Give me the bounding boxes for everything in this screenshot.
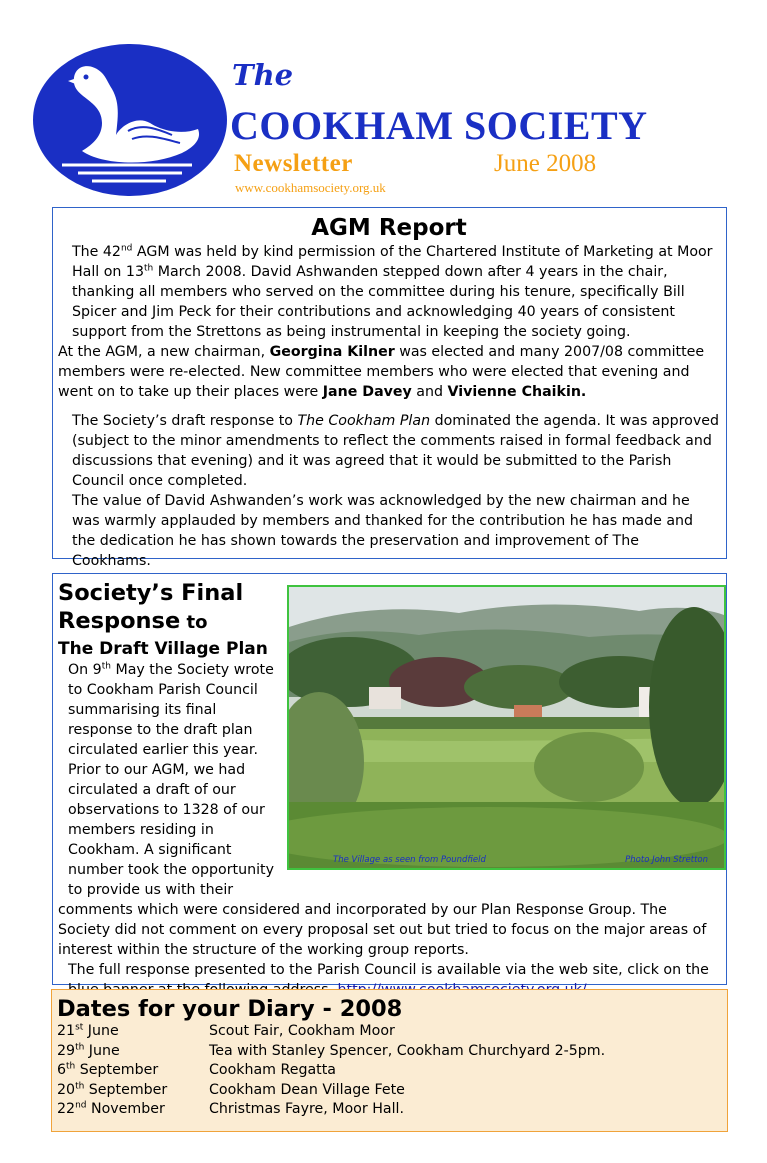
agm-paragraph-2: At the AGM, a new chairman, Georgina Kilner was elected and many 2007/08 committee members were re-elected. New committee members who were elected that evening and went on to take up their places were Jane Davey and Vivienne Chaikin. bbox=[58, 344, 705, 400]
diary-heading: Dates for your Diary - 2008 bbox=[57, 996, 403, 1022]
agm-paragraph-3: The Society’s draft response to The Cookham Plan dominated the agenda. It was approved (subject to the minor amendments to reflect the comments raised in formal feedback and discussions that evening) and it was agreed that it would be submitted to the Parish Council once completed. bbox=[72, 413, 719, 489]
agm-paragraph-1: The 42nd AGM was held by kind permission of the Chartered Institute of Marketing at Moor Hall on 13th March 2008. David Ashwanden stepped down after 4 years in the chair, thanking all members who served on the committee during his tenure, specifically Bill Spicer and Jim Peck for their contributions and acknowledging 40 years of consistent support from the Strettons as being instrumental in keeping the society going. bbox=[72, 243, 713, 340]
issue-date: June 2008 bbox=[494, 150, 597, 177]
diary-row bbox=[57, 1081, 721, 1101]
diary-date: 22nd November bbox=[57, 1100, 165, 1117]
village-photo bbox=[287, 585, 726, 870]
final-paragraph-continued: comments which were considered and incorporated by our Plan Response Group. The Society did not comment on every proposal set out but tried to focus on the major areas of interest within the structure of the working group reports. bbox=[58, 902, 707, 958]
agm-report-box bbox=[52, 207, 727, 569]
masthead-url: www.cookhamsociety.org.uk bbox=[235, 180, 386, 195]
photo-credit: Photo John Stretton bbox=[625, 855, 708, 865]
photo-caption: The Village as seen from Poundfield bbox=[333, 855, 486, 865]
final-heading-2: Response to bbox=[58, 608, 208, 634]
agm-paragraph-4: The value of David Ashwanden’s work was acknowledged by the new chairman and he was warmly applauded by members and thanked for the contribution he has made and the dedication he has shown towards the preservation and improvement of The Cookhams. bbox=[72, 493, 694, 569]
final-paragraph-last: The full response presented to the Parish Council is available via the web site, click on the bbox=[58, 960, 732, 1000]
village-landscape-image bbox=[289, 587, 724, 868]
diary-box bbox=[51, 989, 728, 1132]
masthead bbox=[0, 0, 767, 205]
diary-event: Christmas Fayre, Moor Hall. bbox=[209, 1101, 404, 1117]
diary-event: Cookham Regatta bbox=[209, 1062, 336, 1078]
masthead-title: COOKHAM SOCIETY bbox=[230, 103, 648, 148]
diary-date: 20th September bbox=[57, 1080, 168, 1098]
diary-row bbox=[57, 1100, 721, 1120]
diary-event: Scout Fair, Cookham Moor bbox=[209, 1023, 395, 1039]
diary-event: Tea with Stanley Spencer, Cookham Churchyard 2-5pm. bbox=[209, 1042, 606, 1059]
diary-row bbox=[57, 1061, 721, 1081]
diary-row bbox=[57, 1042, 721, 1062]
diary-date: 6th September bbox=[57, 1061, 159, 1078]
diary-event: Cookham Dean Village Fete bbox=[209, 1081, 405, 1098]
diary-date: 29th June bbox=[57, 1041, 120, 1059]
masthead-newsletter: Newsletter bbox=[234, 150, 353, 177]
final-heading-3: The Draft Village Plan bbox=[58, 639, 268, 659]
swan-logo-icon bbox=[32, 43, 229, 197]
masthead-the: The bbox=[232, 58, 294, 92]
diary-row bbox=[57, 1022, 721, 1042]
agm-heading: AGM Report bbox=[311, 215, 467, 241]
final-left-paragraph: On 9th May the Society wrote to Cookham Parish Council summarising its final response to the draft plan circulated earlier this year. Prior to our AGM, we had circulated a draft of our observations to 1328 of our members residing in Cookham. A significant number took the opportunity to provide us with their bbox=[68, 661, 274, 898]
final-heading-1: Society’s Final bbox=[58, 580, 244, 606]
diary-date: 21st June bbox=[57, 1022, 119, 1039]
